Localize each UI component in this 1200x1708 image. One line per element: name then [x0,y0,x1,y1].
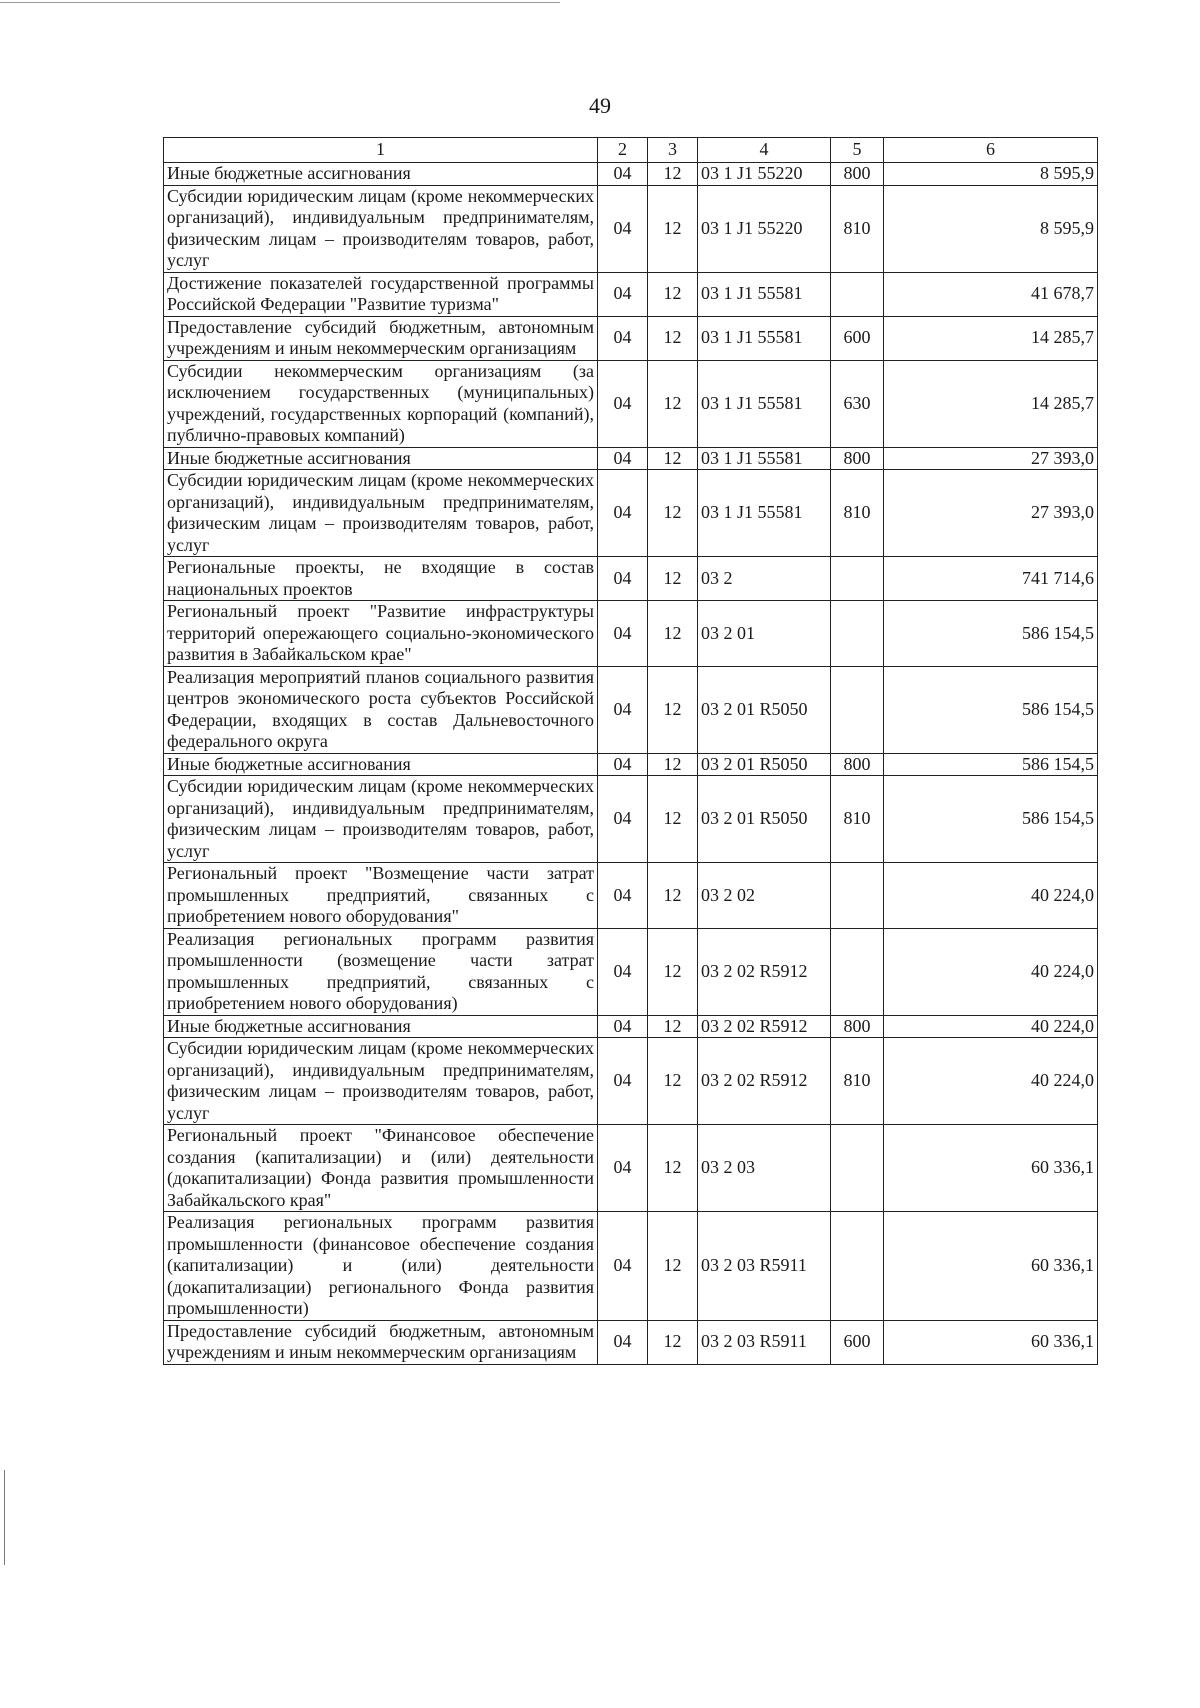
table-row [164,1320,1098,1364]
table-row [164,272,1098,316]
budget-table [163,137,1098,1365]
page-number: 49 [589,93,611,118]
cell-name: Реализация мероприятий планов социального развития центров экономического роста субъектов Российской Федерации, входящих в состав Дальневосточного федерального округа [164,666,598,753]
cell-name: Иные бюджетные ассигнования [164,753,598,776]
cell-section: 04 [598,557,648,601]
cell-name: Реализация региональных программ развития промышленности (финансовое обеспечение создания (капитализации) и (или) деятельности (докапитализации) регионального Фонда развития промышленности) [164,1212,598,1321]
cell-name: Субсидии юридическим лицам (кроме некоммерческих организаций), индивидуальным предпринимателям, физическим лицам – производителям товаров, работ, услуг [164,470,598,557]
cell-subsection: 12 [648,1125,698,1212]
cell-expense-type: 810 [831,776,884,863]
cell-target-code: 03 2 01 R5050 [698,776,831,863]
cell-target-code: 03 2 01 R5050 [698,666,831,753]
cell-expense-type [831,1212,884,1321]
cell-amount: 8 595,9 [884,163,1098,186]
cell-section: 04 [598,316,648,360]
cell-target-code: 03 1 J1 55581 [698,470,831,557]
cell-target-code: 03 2 03 R5911 [698,1320,831,1364]
cell-amount: 586 154,5 [884,666,1098,753]
cell-name: Субсидии некоммерческим организациям (за исключением государственных (муниципальных) учреждений, государственных корпораций (компаний), публично-правовых компаний) [164,360,598,447]
cell-expense-type: 810 [831,470,884,557]
cell-section: 04 [598,272,648,316]
cell-expense-type: 810 [831,185,884,272]
cell-amount: 27 393,0 [884,470,1098,557]
cell-name: Региональный проект "Возмещение части затрат промышленных предприятий, связанных с приобретением нового оборудования" [164,863,598,929]
cell-target-code: 03 2 03 R5911 [698,1212,831,1321]
cell-section: 04 [598,753,648,776]
table-row [164,666,1098,753]
cell-section: 04 [598,776,648,863]
cell-name: Достижение показателей государственной программы Российской Федерации "Развитие туризма" [164,272,598,316]
cell-expense-type [831,557,884,601]
cell-subsection: 12 [648,185,698,272]
table-row [164,776,1098,863]
cell-subsection: 12 [648,666,698,753]
cell-subsection: 12 [648,557,698,601]
cell-amount: 40 224,0 [884,928,1098,1015]
cell-expense-type: 600 [831,1320,884,1364]
cell-name: Субсидии юридическим лицам (кроме некоммерческих организаций), индивидуальным предпринимателям, физическим лицам – производителям товаров, работ, услуг [164,776,598,863]
header-col-2: 2 [598,138,648,163]
cell-expense-type [831,272,884,316]
cell-section: 04 [598,928,648,1015]
cell-section: 04 [598,1125,648,1212]
cell-name: Иные бюджетные ассигнования [164,163,598,186]
table-row [164,1212,1098,1321]
cell-expense-type: 810 [831,1038,884,1125]
cell-target-code: 03 1 J1 55581 [698,272,831,316]
cell-amount: 741 714,6 [884,557,1098,601]
cell-name: Реализация региональных программ развития промышленности (возмещение части затрат промышленных предприятий, связанных с приобретением нового оборудования) [164,928,598,1015]
cell-section: 04 [598,360,648,447]
cell-subsection: 12 [648,928,698,1015]
cell-section: 04 [598,185,648,272]
cell-section: 04 [598,863,648,929]
cell-target-code: 03 2 [698,557,831,601]
table-row [164,601,1098,667]
cell-subsection: 12 [648,776,698,863]
table-row [164,863,1098,929]
cell-target-code: 03 1 J1 55220 [698,163,831,186]
cell-subsection: 12 [648,163,698,186]
table-row [164,185,1098,272]
cell-name: Региональный проект "Финансовое обеспечение создания (капитализации) и (или) деятельности (докапитализации) Фонда развития промышленности Забайкальского края" [164,1125,598,1212]
cell-expense-type: 800 [831,1015,884,1038]
cell-target-code: 03 2 02 R5912 [698,928,831,1015]
cell-expense-type [831,601,884,667]
cell-amount: 586 154,5 [884,601,1098,667]
cell-target-code: 03 2 01 [698,601,831,667]
cell-amount: 14 285,7 [884,316,1098,360]
cell-expense-type: 600 [831,316,884,360]
cell-target-code: 03 2 01 R5050 [698,753,831,776]
cell-section: 04 [598,1038,648,1125]
cell-name: Предоставление субсидий бюджетным, автономным учреждениям и иным некоммерческим организациям [164,1320,598,1364]
header-col-4: 4 [698,138,831,163]
cell-expense-type [831,666,884,753]
cell-expense-type: 800 [831,163,884,186]
cell-subsection: 12 [648,1038,698,1125]
cell-expense-type [831,863,884,929]
table-body [164,163,1098,1365]
cell-target-code: 03 2 02 [698,863,831,929]
cell-subsection: 12 [648,272,698,316]
cell-subsection: 12 [648,470,698,557]
cell-name: Предоставление субсидий бюджетным, автономным учреждениям и иным некоммерческим организациям [164,316,598,360]
cell-name: Субсидии юридическим лицам (кроме некоммерческих организаций), индивидуальным предпринимателям, физическим лицам – производителям товаров, работ, услуг [164,185,598,272]
cell-name: Иные бюджетные ассигнования [164,1015,598,1038]
cell-expense-type [831,1125,884,1212]
cell-amount: 60 336,1 [884,1320,1098,1364]
cell-expense-type [831,928,884,1015]
cell-section: 04 [598,447,648,470]
cell-amount: 60 336,1 [884,1212,1098,1321]
cell-section: 04 [598,666,648,753]
table-row [164,470,1098,557]
cell-name: Иные бюджетные ассигнования [164,447,598,470]
cell-subsection: 12 [648,601,698,667]
table-row [164,316,1098,360]
table-row [164,1015,1098,1038]
cell-subsection: 12 [648,1320,698,1364]
cell-amount: 40 224,0 [884,1038,1098,1125]
table-row [164,928,1098,1015]
cell-section: 04 [598,1212,648,1321]
cell-amount: 40 224,0 [884,863,1098,929]
header-col-1: 1 [164,138,598,163]
header-col-5: 5 [831,138,884,163]
cell-section: 04 [598,1015,648,1038]
table-row [164,447,1098,470]
table-row [164,1125,1098,1212]
cell-amount: 41 678,7 [884,272,1098,316]
cell-amount: 586 154,5 [884,776,1098,863]
cell-section: 04 [598,601,648,667]
cell-expense-type: 800 [831,447,884,470]
cell-subsection: 12 [648,316,698,360]
cell-name: Региональный проект "Развитие инфраструктуры территорий опережающего социально-экономического развития в Забайкальском крае" [164,601,598,667]
cell-target-code: 03 1 J1 55220 [698,185,831,272]
cell-subsection: 12 [648,863,698,929]
cell-subsection: 12 [648,753,698,776]
cell-amount: 586 154,5 [884,753,1098,776]
cell-section: 04 [598,163,648,186]
cell-expense-type: 800 [831,753,884,776]
cell-target-code: 03 2 02 R5912 [698,1015,831,1038]
cell-amount: 40 224,0 [884,1015,1098,1038]
cell-section: 04 [598,470,648,557]
table-row [164,360,1098,447]
cell-amount: 27 393,0 [884,447,1098,470]
table-header-row [164,138,1098,163]
cell-target-code: 03 1 J1 55581 [698,360,831,447]
cell-subsection: 12 [648,447,698,470]
cell-amount: 60 336,1 [884,1125,1098,1212]
cell-amount: 14 285,7 [884,360,1098,447]
cell-amount: 8 595,9 [884,185,1098,272]
cell-name: Субсидии юридическим лицам (кроме некоммерческих организаций), индивидуальным предпринимателям, физическим лицам – производителям товаров, работ, услуг [164,1038,598,1125]
cell-target-code: 03 2 02 R5912 [698,1038,831,1125]
cell-target-code: 03 2 03 [698,1125,831,1212]
table-row [164,557,1098,601]
table-row [164,163,1098,186]
cell-section: 04 [598,1320,648,1364]
header-col-6: 6 [884,138,1098,163]
cell-name: Региональные проекты, не входящие в состав национальных проектов [164,557,598,601]
header-col-3: 3 [648,138,698,163]
cell-subsection: 12 [648,1015,698,1038]
cell-expense-type: 630 [831,360,884,447]
scan-edge-left [4,1470,5,1565]
cell-target-code: 03 1 J1 55581 [698,447,831,470]
cell-subsection: 12 [648,1212,698,1321]
table-row [164,753,1098,776]
scan-edge-top [0,2,560,3]
table-row [164,1038,1098,1125]
cell-target-code: 03 1 J1 55581 [698,316,831,360]
cell-subsection: 12 [648,360,698,447]
